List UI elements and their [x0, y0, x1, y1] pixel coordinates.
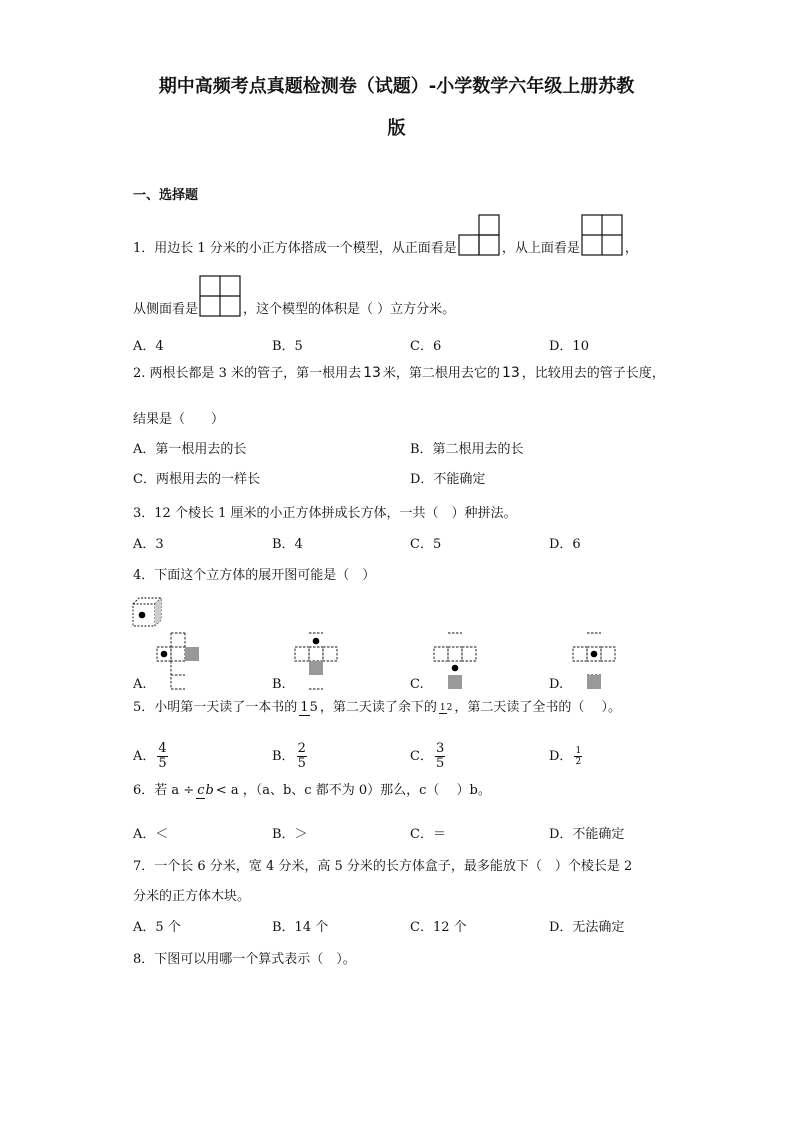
q2-text-a: 2. 两根长都是 3 米的管子，第一根用去 [133, 366, 362, 381]
q1-option-d[interactable]: D．10 [549, 339, 589, 354]
q6-option-b[interactable]: B．＞ [272, 827, 308, 842]
q1-line-1 [133, 214, 638, 257]
q5-fraction-1: 15 [300, 700, 318, 715]
q5-option-a-fraction[interactable]: $\frac{4}{5}$ [158, 741, 167, 771]
q7-option-c[interactable]: C．12 个 [410, 920, 467, 935]
q6-option-d[interactable]: D．不能确定 [549, 827, 625, 842]
q6-option-c[interactable]: C．＝ [410, 827, 446, 842]
q7-option-d[interactable]: D．无法确定 [549, 920, 625, 935]
q3-option-b[interactable]: B．4 [272, 537, 303, 552]
q7-option-b[interactable]: B．14 个 [272, 920, 329, 935]
q1-option-c[interactable]: C．6 [410, 339, 442, 354]
q3-option-d[interactable]: D．6 [549, 537, 581, 552]
top-view-figure [581, 214, 624, 257]
q5-option-c-label[interactable]: C． [410, 748, 433, 764]
q1-text-a: 1．用边长 1 分米的小正方体搭成一个模型，从正面看是 [133, 241, 457, 256]
q1-text-b: ，从上面看是 [501, 241, 580, 256]
q6-option-a[interactable]: A．＜ [133, 827, 169, 842]
q6-fraction: cb [197, 783, 214, 798]
q2-fraction-1: 13 [363, 365, 381, 381]
q5-option-b-fraction[interactable]: $\frac{2}{5}$ [297, 741, 306, 771]
q7-text-b: 分米的正方体木块。 [133, 889, 251, 904]
q2-option-c[interactable]: C．两根用去的一样长 [133, 472, 260, 487]
q5-option-a[interactable] [133, 742, 170, 771]
q2-option-a[interactable]: A．第一根用去的长 [133, 442, 247, 457]
q3-option-c[interactable]: C．5 [410, 537, 442, 552]
q1-option-a[interactable]: A．4 [133, 339, 164, 354]
q5-option-a-label[interactable]: A． [133, 748, 156, 764]
q2-line-1 [133, 365, 665, 382]
q5-option-c-fraction[interactable]: $\frac{3}{5}$ [435, 741, 445, 771]
q5-option-d-fraction[interactable]: $\frac{1}{2}$ [575, 746, 582, 767]
q7-text-a: 7．一个长 6 分米，宽 4 分米，高 5 分米的长方体盒子，最多能放下（ ）个棱长是 2 [133, 859, 633, 874]
section-heading: 一、选择题 [133, 188, 199, 203]
q2-option-b[interactable]: B．第二根用去的长 [410, 442, 524, 457]
q5-text-c: ，第二天读了全书的（ ）。 [454, 700, 621, 715]
q5-option-b[interactable] [272, 742, 309, 771]
q4-text: 4．下面这个立方体的展开图可能是（ ） [133, 568, 376, 583]
q2-option-d[interactable]: D．不能确定 [410, 472, 486, 487]
q6-text-a: 6．若 a ÷ [133, 783, 195, 798]
q6-text-b: < a ，（a、b、c 都不为 0）那么，c（ ）b。 [215, 783, 491, 798]
q5-option-b-label[interactable]: B． [272, 748, 295, 764]
q5-fraction-2: 12 [439, 703, 453, 713]
q1-line-2 [133, 275, 455, 318]
q1-text-c: ， [624, 241, 638, 256]
q4-option-b[interactable]: B. [272, 677, 286, 692]
q5-text-b: ，第二天读了余下的 [319, 700, 437, 715]
q1-text-d: 从侧面看是 [133, 302, 199, 317]
q4-option-c[interactable]: C. [410, 677, 424, 692]
q5-option-d-label[interactable]: D． [549, 748, 573, 764]
q2-text-c: ，比较用去的管子长度， [521, 366, 665, 381]
title-line-1: 期中高频考点真题检测卷（试题）-小学数学六年级上册苏教 [158, 76, 635, 97]
q5-line [133, 700, 621, 716]
q2-text-b: 米，第二根用去它的 [382, 366, 500, 381]
q8-text: 8．下图可以用哪一个算式表示（ ）。 [133, 952, 356, 967]
q3-text: 3．12 个棱长 1 厘米的小正方体拼成长方体，一共（ ）种拼法。 [133, 506, 517, 521]
q1-text-e: ，这个模型的体积是（ ）立方分米。 [243, 302, 456, 317]
q4-option-d[interactable]: D. [549, 677, 564, 692]
q5-option-c[interactable] [410, 742, 447, 771]
title-line-2: 版 [387, 118, 406, 139]
q1-option-b[interactable]: B．5 [272, 339, 303, 354]
q7-option-a[interactable]: A．5 个 [133, 920, 181, 935]
front-view-figure [458, 214, 501, 257]
q3-option-a[interactable]: A．3 [133, 537, 164, 552]
side-view-figure [199, 275, 242, 318]
q6-line [133, 783, 491, 799]
q5-text-a: 5．小明第一天读了一本书的 [133, 700, 298, 715]
cube-figure [130, 596, 164, 630]
q2-text-d: 结果是（ ） [133, 412, 225, 427]
q5-option-d[interactable] [549, 746, 584, 767]
q2-fraction-2: 13 [501, 365, 520, 381]
q4-option-a[interactable]: A. [133, 677, 147, 692]
